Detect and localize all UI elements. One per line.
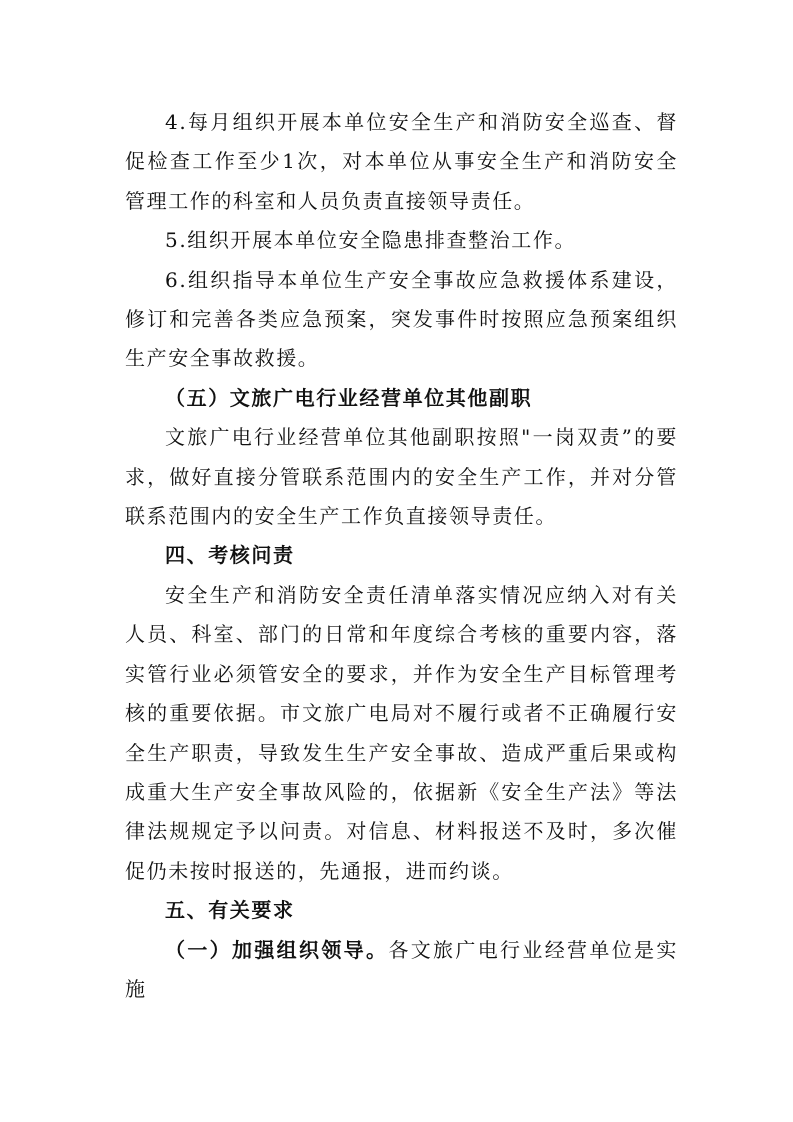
paragraph-other-deputies: 文旅广电行业经营单位其他副职按照"一岗双责”的要求，做好直接分管联系范围内的安全生产工作，并对分管联系范围内的安全生产工作负直接领导责任。 <box>125 425 678 529</box>
section-heading-assessment: 四、考核问责 <box>165 543 295 568</box>
paragraph-requirement-1 <box>125 931 678 1010</box>
section-heading-5: （五）文旅广电行业经营单位其他副职 <box>165 385 533 410</box>
document-body <box>125 103 678 1009</box>
requirement-1-title: （一）加强组织领导。 <box>165 937 389 962</box>
section-heading-requirements: 五、有关要求 <box>165 898 295 923</box>
paragraph-item-5: 5.组织开展本单位安全隐患排查整治工作。 <box>165 228 577 253</box>
paragraph-item-6: 6.组织指导本单位生产安全事故应急救援体系建设，修订和完善各类应急预案，突发事件时按照应急预案组织生产安全事故救援。 <box>125 267 678 371</box>
requirement-1-text: 各文旅广电行业经营单位是实施 <box>125 937 678 1001</box>
paragraph-assessment: 安全生产和消防安全责任清单落实情况应纳入对有关人员、科室、部门的日常和年度综合考核的重要内容，落实管行业必须管安全的要求，并作为安全生产目标管理考核的重要依据。市文旅广电局对不履行或者不正确履行安全生产职责，导致发生生产安全事故、造成严重后果或构成重大生产安全事故风险的，依据新《安全生产法》等法律法规规定予以问责。对信息、材料报送不及时，多次催促仍未按时报送的，先通报，进而约谈。 <box>125 582 678 883</box>
paragraph-item-4: 4.每月组织开展本单位安全生产和消防安全巡查、督促检查工作至少1次，对本单位从事安全生产和消防安全管理工作的科室和人员负责直接领导责任。 <box>125 110 678 213</box>
